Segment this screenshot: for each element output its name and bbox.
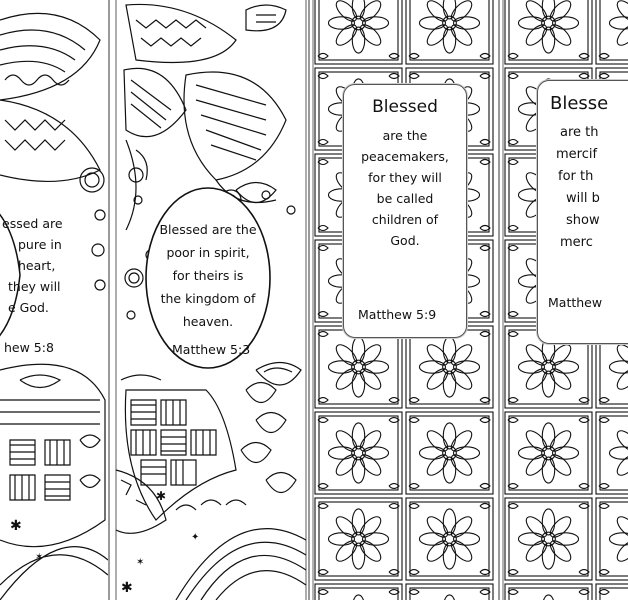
svg-text:✶: ✶ [136,557,145,568]
verse-text [344,125,466,251]
verse-line: be called [376,191,434,206]
verse-panel [343,84,467,338]
svg-text:✱: ✱ [121,580,133,596]
verse-title: Blessed [372,97,438,117]
separator [108,0,110,600]
bookmark-matthew-5-9 [313,0,495,600]
separator [498,0,500,600]
verse-panel [537,80,628,344]
verse-line: Blessed are the [159,222,257,237]
verse-reference: hew 5:8 [4,340,54,355]
verse-line: are th [560,125,599,140]
verse-line: heart, [18,258,56,273]
verse-line: God. [390,233,420,248]
verse-line: for th [558,169,594,184]
verse-line: will b [566,191,600,206]
verse-text [0,213,100,318]
verse-line: heaven. [182,314,234,329]
verse-text [146,218,270,333]
verse-line: for theirs is [172,268,244,283]
bookmark-matthew-5-8 [0,0,108,600]
bookmark-matthew-mercy [503,0,609,600]
verse-line: peacemakers, [361,149,449,164]
separator [308,0,310,600]
verse-line: for they will [368,170,442,185]
bookmark-matthew-5-3 [116,0,308,600]
svg-text:✶: ✶ [35,552,44,563]
verse-line: pure in [18,237,62,252]
svg-text:✱: ✱ [156,489,167,503]
verse-reference: Matthew 5:3 [172,342,251,357]
verse-line: children of [371,212,439,227]
verse-line: the kingdom of [160,291,256,306]
svg-text:✦: ✦ [191,532,200,543]
verse-title: Blesse [550,93,609,114]
verse-line: they will [8,279,61,294]
verse-reference: Matthew [548,295,603,310]
svg-text:✱: ✱ [10,518,22,534]
verse-line: essed are [2,216,63,231]
verse-line: poor in spirit, [166,245,250,260]
verse-line: are the [382,128,428,143]
verse-line: show [566,213,600,228]
verse-reference: Matthew 5:9 [358,307,437,322]
verse-line: mercif [556,147,598,162]
verse-text [538,122,628,254]
verse-line: e God. [8,300,49,315]
verse-line: merc [560,235,593,250]
